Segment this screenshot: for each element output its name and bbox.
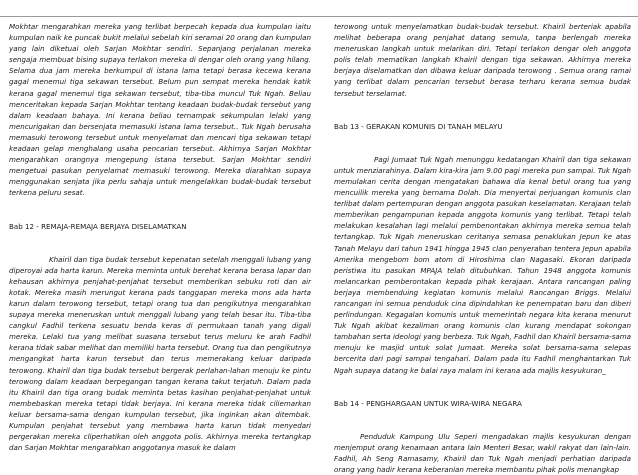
chapter-14-heading: Bab 14 - PENGHARGAAN UNTUK WIRA-WIRA NEGARA <box>334 398 522 408</box>
left-column <box>9 21 311 453</box>
right-paragraph-1: terowong untuk menyelamatkan budak-budak tersebut. Khairil berteriak apabila melihat beberapa orang penjahat datang semula, tanpa berlengah mereka meneruskan langkah untuk melarikan diri. Tetapi terlakon dengar oleh anggota polis telah mematikan langkah Khairil dengan tiga sekawan. Akhirnya mereka berjaya diselamatkan dan dibawa keluar daripada terowong . Semua orang ramai yang terlibat dalam pencarian tersebut berasa terharu kerana semua budak tersebut terselamat. <box>334 22 631 98</box>
right-paragraph-3: Penduduk Kampung Ulu Seperi mengadakan majlis kesyukuran dengan menjemput orang kenamaan antara lain Menteri Besar, wakil rakyat dan lain-lain. Fadhil, Ah Seng Ramasamy, Khairil dan Tuk Ngah menjadi perhatian daripada orang yang hadir kerana keberanian mereka membantu pihak polis menangkap <box>334 431 631 474</box>
right-paragraph-2: Pagi Jumaat Tuk Ngah menunggu kedatangan Khairil dan tiga sekawan untuk menziarahinya. Dalam kira-kira jam 9.00 pagi mereka pun sampai. Tuk Ngah memulakan cerita dengan mengatakan bahawa dia kenal betul orang tua yang mencuilik mereka yang bernama Dolah. Dia menyertai perjuangan komunis clan terlibat dalam pertempuran dengan anggota pasukan keselamatan. Kerajaan telah memberikan pengampunan kepada anggota komunis yang terlibat. Tetapi telah melakukan kesalahan lagi melalui pembenontakan akhirnya mereka semua telah tertangkap. Tuk Ngah meneruskan ceritanya semasa penaklukan Jepun ke atas Tanah Melayu dari tahun 1941 hingga 1945 clan penyerahan tentera Jepun apabila Amerika mengebom bom atom di Hiroshima clan Nagasaki. Ekoran daripada peristiwa itu pasukan MPAJA telah ditubuhkan. Tahun 1948 anggota komunis melancarkan pemberontakan kepada pihak kerajaan. Antara rancangan paling berjaya membenduing kegiatan komunis melalui Rancangan Briggs. Melalui rancangan ini semua penduduk cina dipindahkan ke penempatan baru dan diberi perlindungan. Kegagalan komunis untuk memerintah negara kita kerana menurut Tuk Ngah akibat kezaliman orang komunis clan kurang mendapat sokongan tambahan serta ideologi yang berbeza. Tuk Ngah, Fadhil dan Khairil bersama-sama menuju ke masjid untuk solat Jumaat. Mereka solat bersama-sama selepas bercerita dari pagi sampai tengahari. Dalam pada itu Fadhil menghantarkan Tuk Ngah supaya datang ke balai raya malam ini kerana ada majlis kesyukuran_ <box>334 154 631 375</box>
header-rule <box>0 16 638 17</box>
right-column <box>334 21 631 475</box>
chapter-12-heading: Bab 12 - REMAJA-REMAJA BERJAYA DISELAMATKAN <box>9 221 187 231</box>
chapter-13-heading: Bab 13 - GERAKAN KOMUNIS DI TANAH MELAYU <box>334 121 503 131</box>
left-paragraph-1: Mokhtar mengarahkan mereka yang terlibat berpecah kepada dua kumpulan iaitu kumpulan naik ke puncak bukit melalui sebelah kiri seramai 20 orang dan kumpulan yang lain diketuai oleh Sarjan Mokhtar sendiri. Sepanjang perjalanan mereka sengaja membuat bising supaya terlakon mereka di dengar oleh orang yang hilang. Selama dua jam mereka berkumpul di istana lama tetapi berasa kecewa kerana gagal menemui tiga sekawan tersebut. Belum pun sempat mereka hendak katik kerana gagal menemui tiga sekawan tersebut, tiba-tiba muncul Tuk Ngah. Beliau menceritakan kepada Sarjan Mokhtar tentang keadaan budak-budak tersebut yang dalam keadaan bahaya. Ini kerana beliau ternampak sekumpulan lelaki yang mencurigakan dan bersenjata memasuki istana lama tersebut.. Tuk Ngah berusaha memasuki terowong tersebut untuk menyelamat dan mencari tiga sekawan tetapi keadaan gelap menghalang usaha pencarian tersebut. Akhirnya Sarjan Mokhtar mengarahkan orangnya mengepung istana tersebut. Sarjan Mokhtar sendiri mengetuai pasukan penyelamat memasuki terowong. Mereka diarahkan supaya menggunakan senjata jika perlu sahaja untuk mengelakkan budak-budak tersebut terkena peluru sesat. <box>9 22 311 198</box>
left-paragraph-2: Khairil dan tiga budak tersebut kepenatan setelah menggali lubang yang diperoyai ada harta karun. Mereka meminta untuk berehat kerana berasa lapar dan kehausan akhirnya penjahat-penjahat tersebut memberikan sebuku roti dan air kotak. Mereka masih merungut kerana pads tanggapan mereka mons ada harta karun dalam terowong tersebut, tetapi orang tua dan pengikutnya mengarahkan supaya mereka meneruskan untuk menggali lubang yang telah besar itu. Tiba-tiba cangkul Fadhil terkena sesuatu benda keras di permukaan tanah yang digali mereka. Lelaki tua yang melihat suasana tersebut terus meluru ke arah Fadhil kerana tidak sabar melihat dan memiliki harta tersebut. Orang tua dan pengikutnya mengangkat harta karun tersebut dan terus memerakang keluar daripada terowong. Khairil dan tiga budak tersebut bergerak perlahan-lahan menuju ke pintu terowong dalam keadaan berpegangan tangan kerana takut terjatuh. Dalam pada itu Khairil dan tiga orang budak meminta betas kasihan penjahat-penjahat untuk membebaskan mereka tetapi tidak berjaya. Ini kerana mereka tidak ciliemarkan keluar bersama-sama dengan kumpulan tersebut, jika inginkan akan ditembak. Kumpulan penjahat tersebut yang membawa harta karun tidak menyedari pergerakan mereka cliperhatikan oleh anggota polis. Akhirnya mereka tertangkap dan Sarjan Mokhtar mengarahkan anggotanya masuk ke dalam <box>9 254 311 453</box>
